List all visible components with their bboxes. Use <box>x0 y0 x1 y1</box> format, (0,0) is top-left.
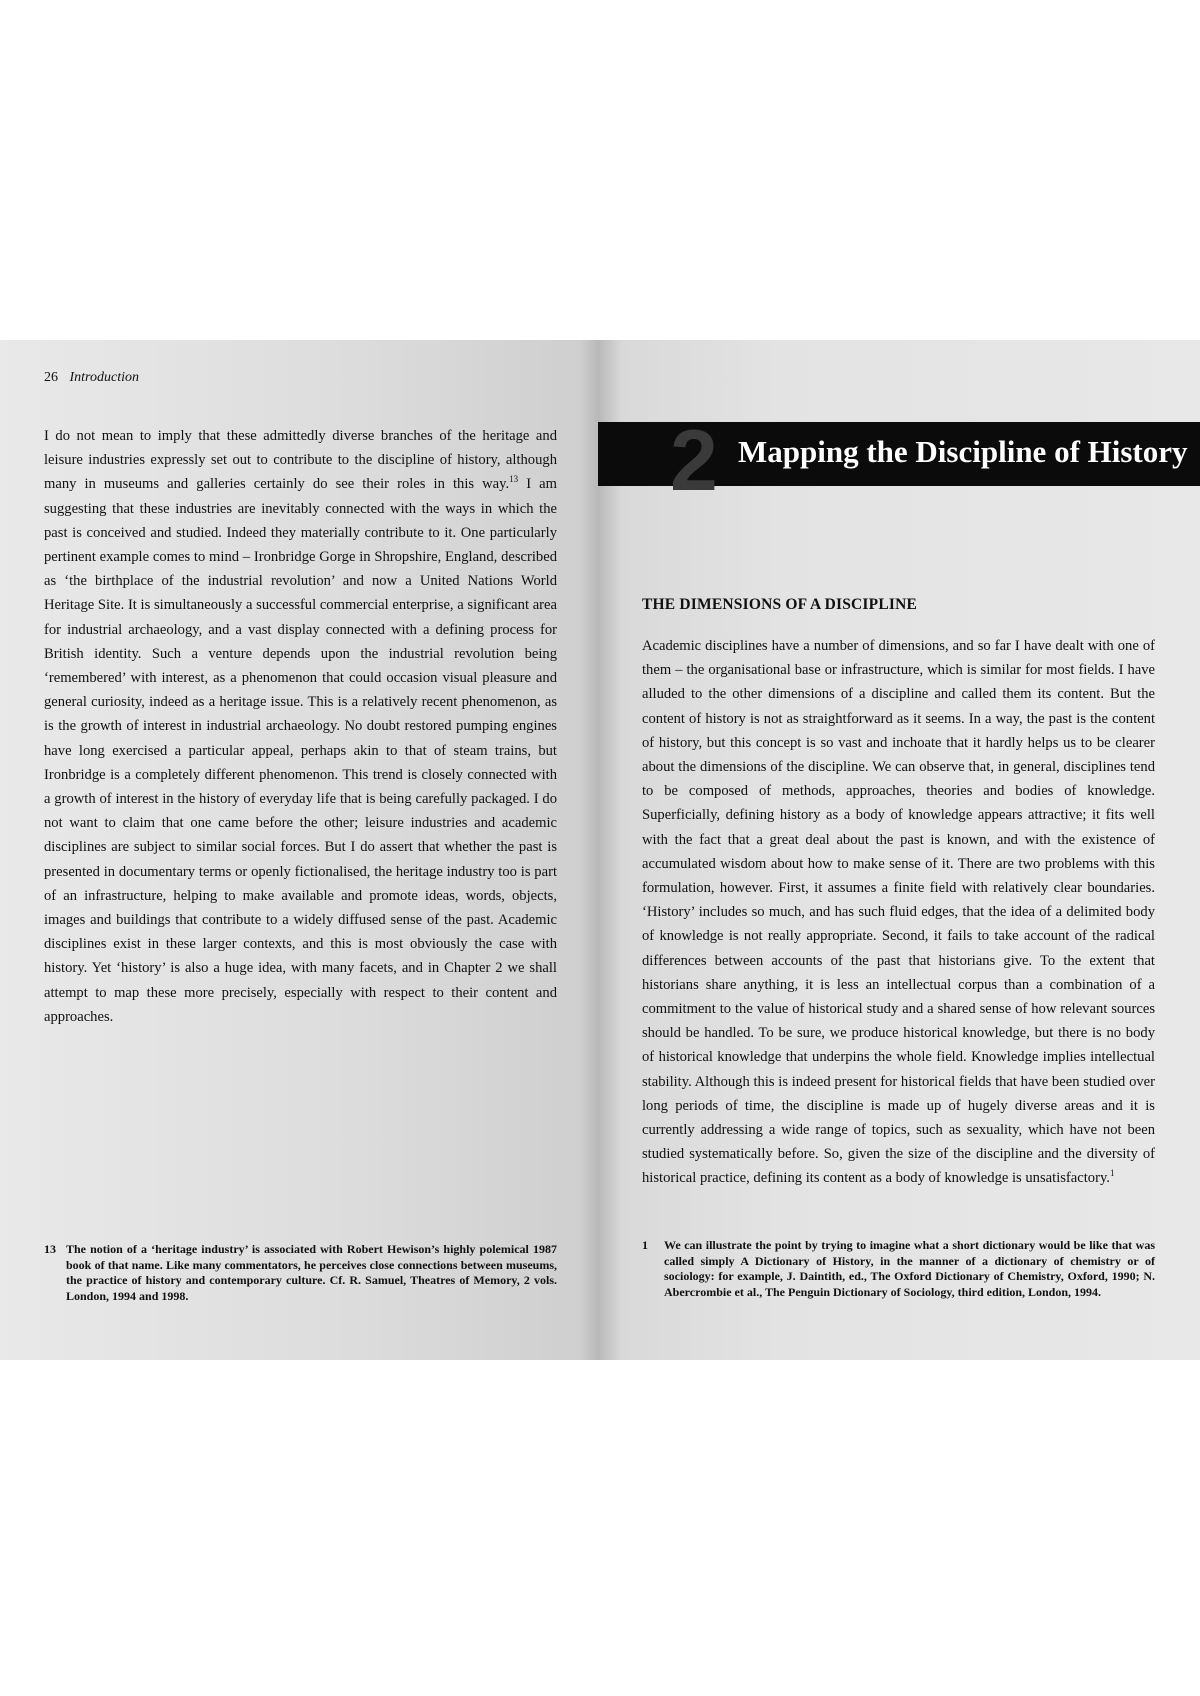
running-head <box>44 370 139 386</box>
footnote-text: The notion of a ‘heritage industry’ is associated with Robert Hewison’s highly polemical 1987 book of that name. Like many commentators, he perceives close connections between museums, the practice of history and contemporary culture. Cf. R. Samuel, Theatres of Memory, 2 vols. London, 1994 and 1998. <box>66 1242 557 1303</box>
paragraph-text: I do not mean to imply that these admittedly diverse branches of the heritage and leisure industries expressly set out to contribute to the discipline of history, although many in museums and galleries certainly do see their roles in this way. <box>44 428 557 493</box>
footnote-text: We can illustrate the point by trying to imagine what a short dictionary would be like that was called simply A Dictionary of History, in the manner of a dictionary of chemistry or of sociology: for example, J. Daintith, ed., The Oxford Dictionary of Chemistry, Oxford, 1990; N. Abercrombie et al., The Penguin Dictionary of Sociology, third edition, London, 1994. <box>664 1238 1155 1299</box>
chapter-title: Mapping the Discipline of History <box>738 434 1188 469</box>
footnote-number: 13 <box>44 1242 56 1256</box>
section-heading: THE DIMENSIONS OF A DISCIPLINE <box>642 596 918 613</box>
footnote <box>44 1242 557 1304</box>
right-page <box>598 340 1200 1360</box>
left-page <box>0 340 598 1360</box>
footnote-number: 1 <box>642 1238 648 1252</box>
paragraph-text: Academic disciplines have a number of dimensions, and so far I have dealt with one of them – the organisational base or infrastructure, which is similar for most fields. I have alluded to the other dimensions of a discipline and called them its content. But the content of history is not as straightforward as it seems. In a way, the past is the content of history, but this concept is so vast and inchoate that it hardly helps us to be clearer about the dimensions of the discipline. We can observe that, in general, disciplines tend to be composed of methods, approaches, theories and bodies of knowledge. Superficially, defining history as a body of knowledge appears attractive; it fits well with the fact that a great deal about the past is known, and with the existence of accumulated wisdom about how to make sense of it. There are two problems with this formulation, however. First, it assumes a finite field with relatively clear boundaries. ‘History’ includes so much, and has such fluid edges, that the idea of a delimited body of knowledge is not really appropriate. Second, it fails to take account of the radical differences between accounts of the past that historians give. To the extent that historians share anything, it is less an intellectual corpus than a combination of a commitment to the value of historical study and a shared sense of how relevant sources should be handled. To be sure, we produce historical knowledge, but there is no body of historical knowledge that underpins the whole field. Knowledge implies intellectual stability. Although this is indeed present for historical fields that have been studied over long periods of time, the discipline is made up of hugely diverse areas and it is currently addressing a wide range of topics, such as sexuality, which have not been studied systematically before. So, given the size of the discipline and the diversity of historical practice, defining its content as a body of knowledge is unsatisfactory. <box>642 638 1155 1187</box>
running-head-title: Introduction <box>69 370 139 385</box>
paragraph-text-continued: I am suggesting that these industries are inevitably connected with the ways in which the past is conceived and studied. Indeed they materially contribute to it. One particularly pertinent example comes to mind – Ironbridge Gorge in Shropshire, England, described as ‘the birthplace of the industrial revolution’ and now a United Nations World Heritage Site. It is simultaneously a successful commercial enterprise, a significant area for industrial archaeology, and a vast display connected with a defining process for British identity. Such a venture depends upon the industrial revolution being ‘remembered’ with interest, as a phenomenon that could occasion visual pleasure and general curiosity, indeed as a heritage issue. This is a relatively recent phenomenon, as is the growth of interest in industrial archaeology. No doubt restored pumping engines have long exercised a particular appeal, perhaps akin to that of steam trains, but Ironbridge is a completely different phenomenon. This trend is closely connected with a growth of interest in the history of everyday life that is being carefully packaged. I do not want to claim that one came before the other; leisure industries and academic disciplines are subject to similar social forces. But I do assert that whether the past is presented in documentary terms or openly fictionalised, the heritage industry too is part of an infrastructure, helping to make available and promote ideas, words, objects, images and buildings that contribute to a widely diffused sense of the past. Academic disciplines exist in these larger contexts, and this is most obviously the case with history. Yet ‘history’ is also a huge idea, with many facets, and in Chapter 2 we shall attempt to map these more precisely, especially with respect to their content and approaches. <box>44 476 557 1025</box>
page-number: 26 <box>44 370 58 385</box>
footnote <box>642 1238 1155 1300</box>
body-paragraph <box>44 424 557 1029</box>
footnote-reference: 13 <box>509 474 519 485</box>
footnote-reference: 1 <box>1109 1168 1115 1179</box>
book-spread <box>0 340 1200 1360</box>
chapter-number: 2 <box>670 413 718 509</box>
body-paragraph <box>642 634 1155 1191</box>
